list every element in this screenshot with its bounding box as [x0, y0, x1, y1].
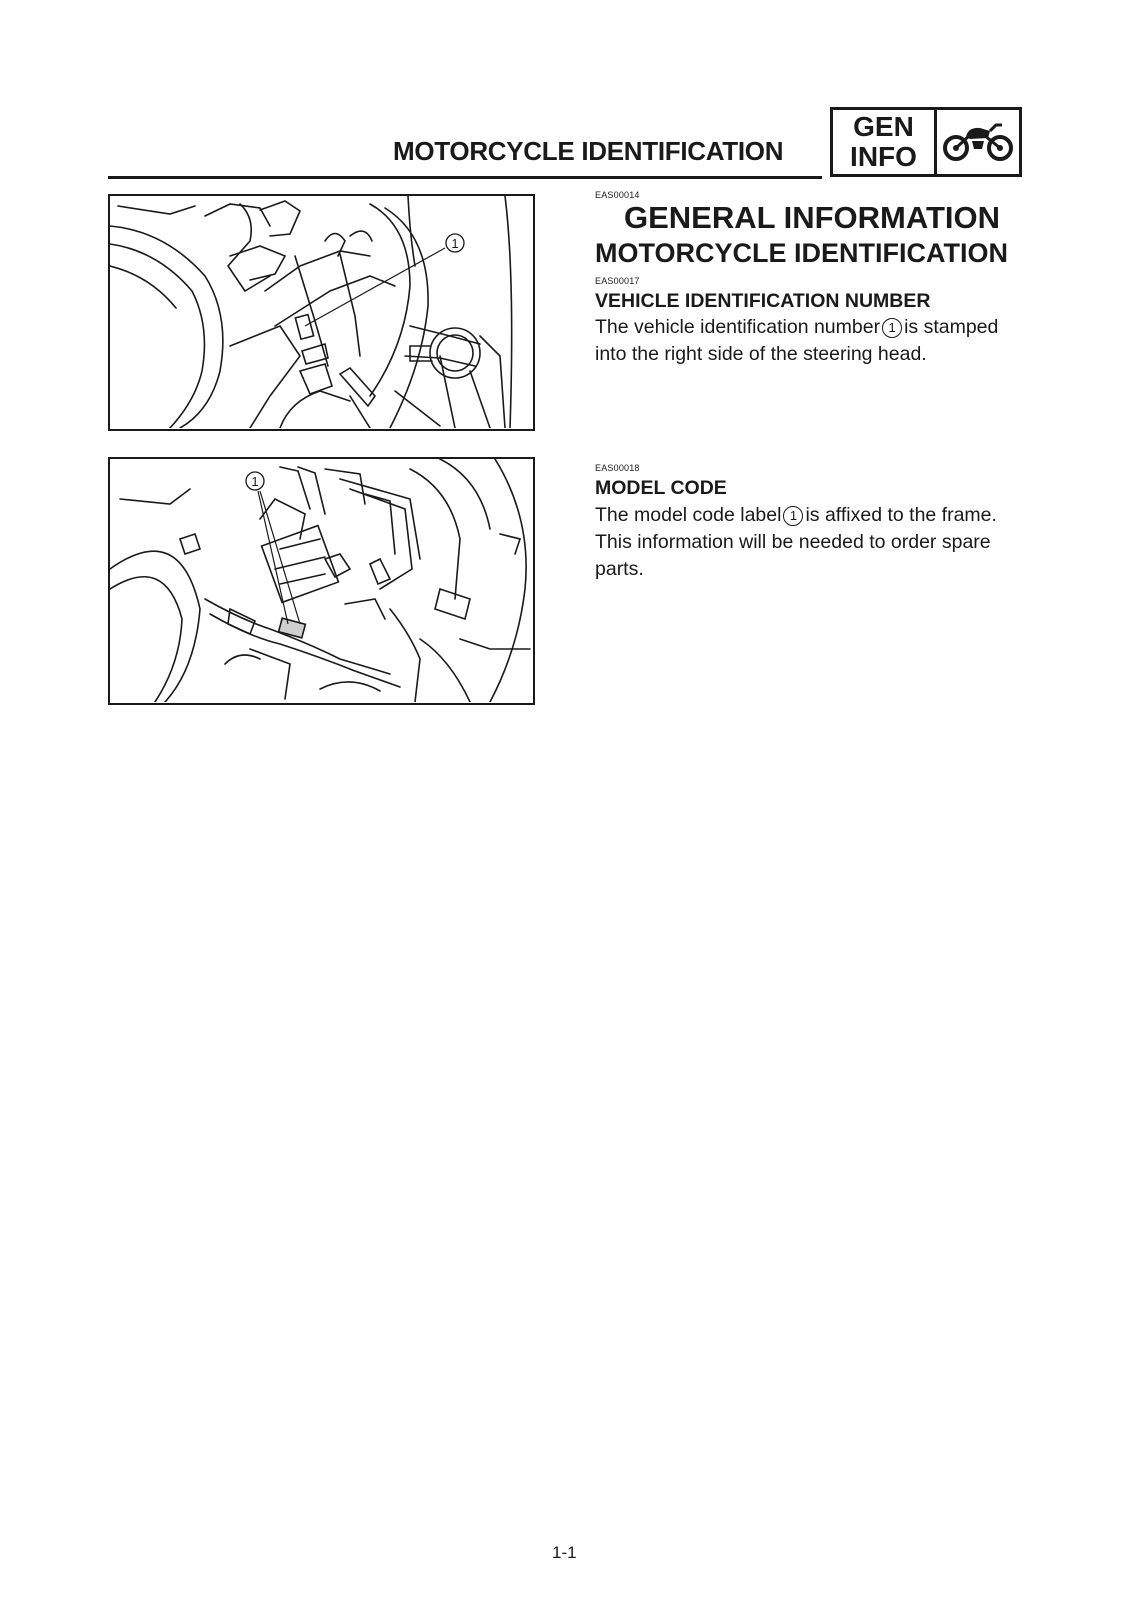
header-rule: [108, 176, 822, 179]
vin-heading: VEHICLE IDENTIFICATION NUMBER: [595, 290, 931, 312]
figure-2-callout: 1: [251, 474, 259, 489]
vin-callout-reference: 1: [882, 318, 902, 338]
model-code-text-line2: This information will be needed to order spare: [595, 531, 991, 553]
motorcycle-icon: [937, 110, 1019, 174]
model-code-callout-reference: 1: [783, 506, 803, 526]
model-code-text-line3: parts.: [595, 558, 644, 580]
model-code-heading: MODEL CODE: [595, 477, 727, 499]
subsection-heading: MOTORCYCLE IDENTIFICATION: [595, 238, 1008, 268]
figure-steering-head: [108, 194, 535, 431]
figure-model-code-label: [108, 457, 535, 705]
vin-text-end: is stamped: [904, 316, 999, 338]
badge-line-info: INFO: [850, 141, 917, 172]
section-heading: GENERAL INFORMATION: [624, 200, 1001, 235]
model-code-illustration: [110, 459, 532, 702]
model-code-text-end: is affixed to the frame.: [805, 504, 997, 526]
badge-line-gen: GEN: [853, 111, 914, 142]
reference-code: EAS00014: [595, 190, 640, 200]
reference-code: EAS00017: [595, 276, 640, 286]
vin-paragraph: [595, 314, 1025, 368]
vin-text-start: The vehicle identification number: [595, 316, 881, 338]
steering-head-illustration: [110, 196, 532, 428]
page-header-title: MOTORCYCLE IDENTIFICATION: [393, 136, 784, 166]
reference-code: EAS00018: [595, 463, 640, 473]
model-code-paragraph: [595, 502, 1025, 583]
section-badge: [830, 107, 1022, 177]
model-code-text-start: The model code label: [595, 504, 782, 526]
figure-1-callout: 1: [451, 236, 459, 251]
page-number: 1-1: [552, 1543, 577, 1562]
vin-text-line2: into the right side of the steering head.: [595, 343, 927, 365]
badge-text: [833, 110, 937, 174]
